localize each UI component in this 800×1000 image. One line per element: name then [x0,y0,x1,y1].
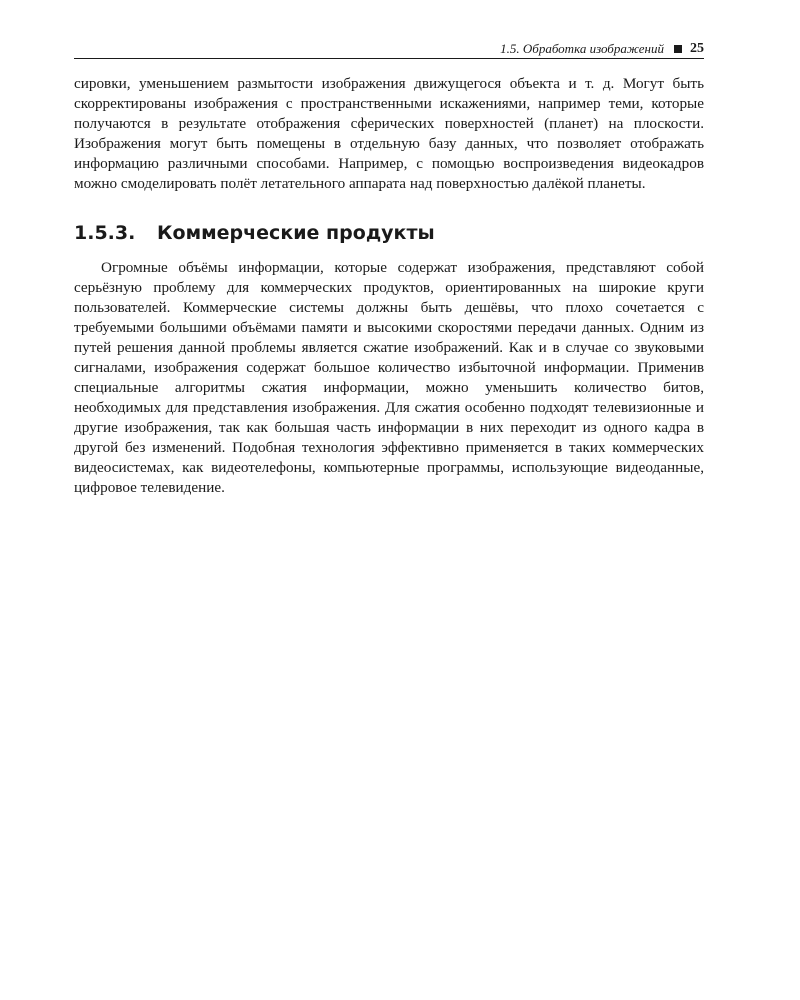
section-title: Коммерческие продукты [157,222,435,244]
square-icon [674,45,682,53]
section-heading [74,221,704,245]
running-title: 1.5. Обработка изображений [500,41,664,56]
section-number: 1.5.3. [74,222,136,244]
page-number: 25 [690,41,704,56]
running-header [74,38,704,59]
paragraph-commercial-products: Огромные объёмы информации, которые содержат изображения, представляют собой серьёзную проблему для коммерческих продуктов, ориентированных на широкие круги пользователей. Коммерческие системы должны быть дешёвы, что плохо сочетается с требуемыми большими объёмами памяти и высокими скоростями передачи данных. Одним из путей решения данной проблемы является сжатие изображений. Как и в случае со звуковыми сигналами, изображения содержат большое количество избыточной информации. Применив специальные алгоритмы сжатия информации, можно уменьшить количество битов, необходимых для представления изображения. Для сжатия особенно подходят телевизионные и другие изображения, так как большая часть информации в них переходит из одного кадра в другой без изменений. Подобная технология эффективно применяется в таких коммерческих видеосистемах, как видеотелефоны, компьютерные программы, использующие видеоданные, цифровое телевидение. [74,259,704,496]
paragraph-continuation: сировки, уменьшением размытости изображения движущегося объекта и т. д. Могут быть скорректированы изображения с пространственными искажениями, например теми, которые получаются в результате отображения сферических поверхностей (планет) на плоскости. Изображения могут быть помещены в отдельную базу данных, что позволяет отображать информацию различными способами. Например, с помощью воспроизведения видеокадров можно смоделировать полёт летательного аппарата над поверхностью далёкой планеты. [74,75,704,192]
